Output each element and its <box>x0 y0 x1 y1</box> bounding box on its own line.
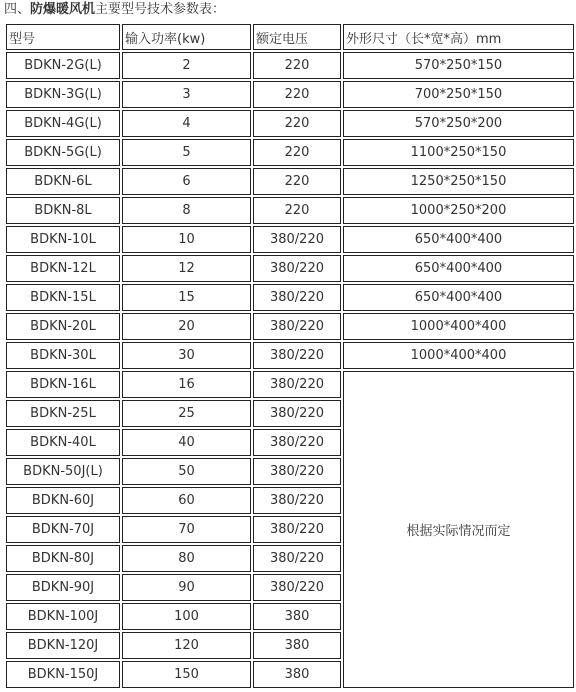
cell-voltage: 220 <box>253 52 341 79</box>
cell-model: BDKN-10L <box>6 226 120 253</box>
cell-power: 5 <box>122 139 251 166</box>
cell-power: 16 <box>122 371 251 398</box>
cell-voltage: 380/220 <box>253 226 341 253</box>
cell-size: 650*400*400 <box>343 226 574 253</box>
cell-power: 2 <box>122 52 251 79</box>
cell-power: 20 <box>122 313 251 340</box>
cell-model: BDKN-120J <box>6 632 120 659</box>
cell-power: 15 <box>122 284 251 311</box>
cell-model: BDKN-50J(L) <box>6 458 120 485</box>
table-row <box>6 255 574 282</box>
table-row <box>6 139 574 166</box>
cell-voltage: 380/220 <box>253 342 341 369</box>
cell-power: 3 <box>122 81 251 108</box>
table-row <box>6 313 574 340</box>
header-model: 型号 <box>6 24 120 50</box>
cell-model: BDKN-3G(L) <box>6 81 120 108</box>
cell-power: 150 <box>122 661 251 688</box>
cell-voltage: 380/220 <box>253 313 341 340</box>
table-header-row <box>6 24 574 50</box>
cell-model: BDKN-6L <box>6 168 120 195</box>
cell-power: 60 <box>122 487 251 514</box>
cell-power: 40 <box>122 429 251 456</box>
cell-model: BDKN-2G(L) <box>6 52 120 79</box>
cell-voltage: 220 <box>253 81 341 108</box>
cell-power: 90 <box>122 574 251 601</box>
cell-power: 8 <box>122 197 251 224</box>
cell-model: BDKN-100J <box>6 603 120 630</box>
cell-size: 650*400*400 <box>343 255 574 282</box>
table-row <box>6 371 574 398</box>
cell-voltage: 380/220 <box>253 458 341 485</box>
cell-model: BDKN-12L <box>6 255 120 282</box>
cell-model: BDKN-40L <box>6 429 120 456</box>
cell-size: 1000*250*200 <box>343 197 574 224</box>
cell-size: 1000*400*400 <box>343 313 574 340</box>
section-title-prefix: 四、 <box>4 2 31 17</box>
cell-model: BDKN-80J <box>6 545 120 572</box>
cell-size: 700*250*150 <box>343 81 574 108</box>
cell-voltage: 380/220 <box>253 429 341 456</box>
cell-power: 25 <box>122 400 251 427</box>
table-row <box>6 226 574 253</box>
cell-size: 570*250*150 <box>343 52 574 79</box>
header-power: 输入功率(kw) <box>122 24 251 50</box>
cell-voltage: 220 <box>253 139 341 166</box>
cell-voltage: 380 <box>253 661 341 688</box>
cell-voltage: 380/220 <box>253 255 341 282</box>
header-voltage: 额定电压 <box>253 24 341 50</box>
table-row <box>6 342 574 369</box>
table-row <box>6 284 574 311</box>
cell-power: 4 <box>122 110 251 137</box>
table-row <box>6 52 574 79</box>
merged-size-note: 根据实际情况而定 <box>343 371 574 688</box>
cell-model: BDKN-16L <box>6 371 120 398</box>
cell-power: 12 <box>122 255 251 282</box>
cell-voltage: 380/220 <box>253 516 341 543</box>
cell-voltage: 220 <box>253 168 341 195</box>
cell-voltage: 380/220 <box>253 284 341 311</box>
spec-table <box>4 22 576 690</box>
cell-voltage: 220 <box>253 110 341 137</box>
cell-power: 6 <box>122 168 251 195</box>
cell-power: 70 <box>122 516 251 543</box>
table-row <box>6 81 574 108</box>
cell-model: BDKN-5G(L) <box>6 139 120 166</box>
table-row <box>6 168 574 195</box>
cell-voltage: 380/220 <box>253 487 341 514</box>
section-title-suffix: 主要型号技术参数表： <box>95 2 226 17</box>
cell-voltage: 380/220 <box>253 371 341 398</box>
cell-size: 650*400*400 <box>343 284 574 311</box>
cell-voltage: 380/220 <box>253 545 341 572</box>
cell-model: BDKN-8L <box>6 197 120 224</box>
cell-model: BDKN-20L <box>6 313 120 340</box>
cell-model: BDKN-4G(L) <box>6 110 120 137</box>
cell-voltage: 220 <box>253 197 341 224</box>
cell-size: 1250*250*150 <box>343 168 574 195</box>
cell-model: BDKN-60J <box>6 487 120 514</box>
cell-model: BDKN-30L <box>6 342 120 369</box>
cell-power: 100 <box>122 603 251 630</box>
cell-power: 10 <box>122 226 251 253</box>
cell-model: BDKN-25L <box>6 400 120 427</box>
table-row <box>6 197 574 224</box>
cell-model: BDKN-150J <box>6 661 120 688</box>
cell-voltage: 380 <box>253 632 341 659</box>
section-title-product: 防爆暖风机 <box>30 2 96 17</box>
cell-size: 570*250*200 <box>343 110 574 137</box>
section-title <box>4 0 225 22</box>
cell-model: BDKN-15L <box>6 284 120 311</box>
cell-voltage: 380/220 <box>253 400 341 427</box>
cell-size: 1000*400*400 <box>343 342 574 369</box>
cell-model: BDKN-90J <box>6 574 120 601</box>
cell-voltage: 380/220 <box>253 574 341 601</box>
cell-power: 50 <box>122 458 251 485</box>
header-size: 外形尺寸（长*宽*高）mm <box>343 24 574 50</box>
cell-model: BDKN-70J <box>6 516 120 543</box>
cell-power: 80 <box>122 545 251 572</box>
cell-size: 1100*250*150 <box>343 139 574 166</box>
cell-power: 30 <box>122 342 251 369</box>
cell-voltage: 380 <box>253 603 341 630</box>
table-row <box>6 110 574 137</box>
cell-power: 120 <box>122 632 251 659</box>
